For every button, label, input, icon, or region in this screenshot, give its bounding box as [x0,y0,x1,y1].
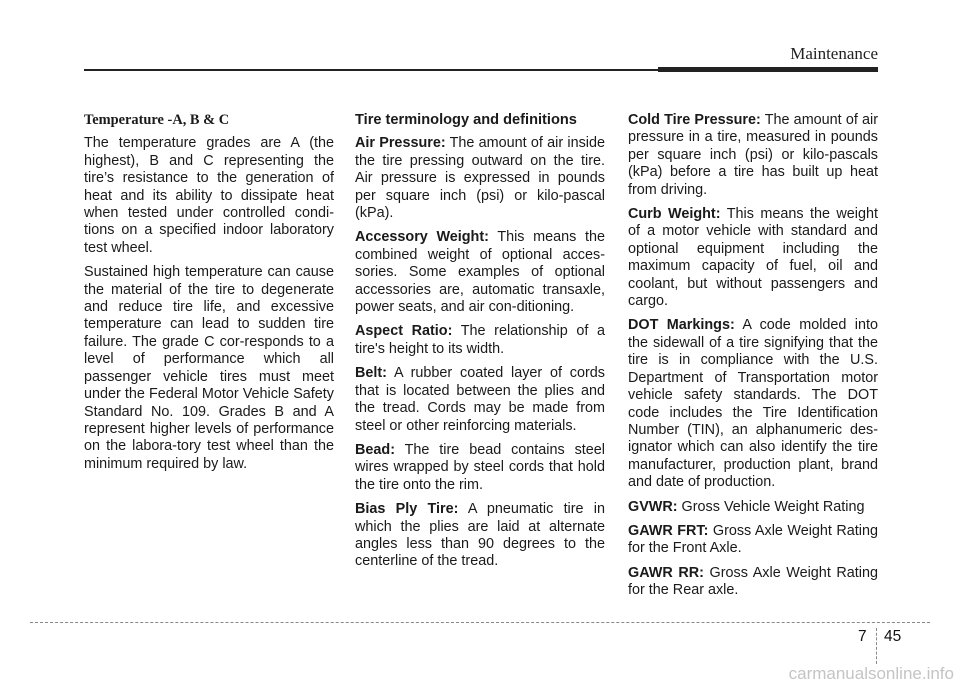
definition-bead [355,442,605,494]
definition-term: GVWR: [628,498,678,515]
definition-text: A pneumatic tire in which the plies are laid at alternate angles less than 90 degrees to the centerline of the tread. [355,501,606,570]
footer-page-divider [876,628,877,664]
column-1 [84,112,334,480]
definition-text: Gross Axle Weight Rating for the Front Axle. [628,522,878,557]
definition-dot-markings [628,317,878,491]
definition-text: Gross Vehicle Weight Rating [677,498,865,515]
definition-term: DOT Markings: [628,317,735,334]
footer-rule [30,622,930,623]
column-3 [628,112,878,607]
column-2 [355,112,605,578]
header-rule-thin [84,69,660,71]
definition-gvwr [628,499,878,516]
definition-bias-ply-tire [355,501,605,571]
temperature-paragraph-1: The temperature grades are A (the highest), B and C representing the tire’s resistance to the generation of heat and its ability to dissipate heat when tested under controlled condi-tions on a specified indoor laboratory test wheel. [84,135,334,256]
definition-gawr-frt [628,523,878,558]
definition-term: Cold Tire Pressure: [628,112,761,128]
definition-text: This means the weight of a motor vehicle with standard and optional equipment including the maximum capacity of fuel, oil and coolant, but without passengers and cargo. [628,206,879,310]
definition-curb-weight [628,206,878,310]
definition-term: Bead: [355,441,395,458]
header-title: Maintenance [790,44,878,63]
chapter-number: 7 [858,628,867,645]
definition-term: Curb Weight: [628,206,721,223]
temperature-heading: Temperature -A, B & C [84,112,230,128]
page-number: 45 [884,628,902,645]
definition-text: A code molded into the sidewall of a tire signifying that the tire is in compliance with the U.S. Department of Transportation motor vehicle safety standards. The DOT code includes the Tire Identification Number (TIN), an alphanumeric des-ignator which can also identify the tire manufacturer, production plant, brand and date of production. [628,317,879,491]
definition-term: GAWR RR: [628,564,704,581]
definition-gawr-rr [628,565,878,600]
definition-term: Accessory Weight: [355,229,489,246]
definition-text: This means the combined weight of optional acces-sories. Some examples of optional accessories are, automatic transaxle, power seats, and air con-ditioning. [355,229,605,316]
definition-text: Gross Axle Weight Rating for the Rear axle. [628,564,878,599]
definition-text: The amount of air inside the tire pressing outward on the tire. Air pressure is expressed in pounds per square inch (psi) or kilo-pascal (kPa). [355,135,605,222]
terminology-heading: Tire terminology and definitions [355,112,577,128]
definition-term: Bias Ply Tire: [355,501,459,518]
watermark: carmanualsonline.info [788,664,954,683]
definition-air-pressure [355,135,605,222]
definition-accessory-weight [355,229,605,316]
definition-text: The amount of air pressure in a tire, measured in pounds per square inch (psi) or kilo-pascals (kPa) before a tire has built up heat from driving. [628,112,878,198]
definition-aspect-ratio [355,323,605,358]
definition-term: Air Pressure: [355,135,446,152]
definition-cold-tire-pressure [628,112,878,199]
definition-term: Belt: [355,365,387,382]
definition-text: The relationship of a tire's height to its width. [355,323,605,357]
definition-text: A rubber coated layer of cords that is located between the plies and the tread. Cords may be made from steel or other reinforcing materials. [355,365,605,434]
header-rule-thick [658,67,878,72]
definition-term: Aspect Ratio: [355,323,453,340]
temperature-paragraph-2: Sustained high temperature can cause the material of the tire to degenerate and reduce tire life, and excessive temperature can lead to sudden tire failure. The grade C cor-responds to a level of performance which all passenger vehicle tires must meet under the Federal Motor Vehicle Safety Standard No. 109. Grades B and A represent higher levels of performance on the labora-tory test wheel than the minimum required by law. [84,264,334,472]
definition-belt [355,365,605,435]
definition-text: The tire bead contains steel wires wrapped by steel cords that hold the tire onto the rim. [355,441,605,493]
definition-term: GAWR FRT: [628,522,709,539]
